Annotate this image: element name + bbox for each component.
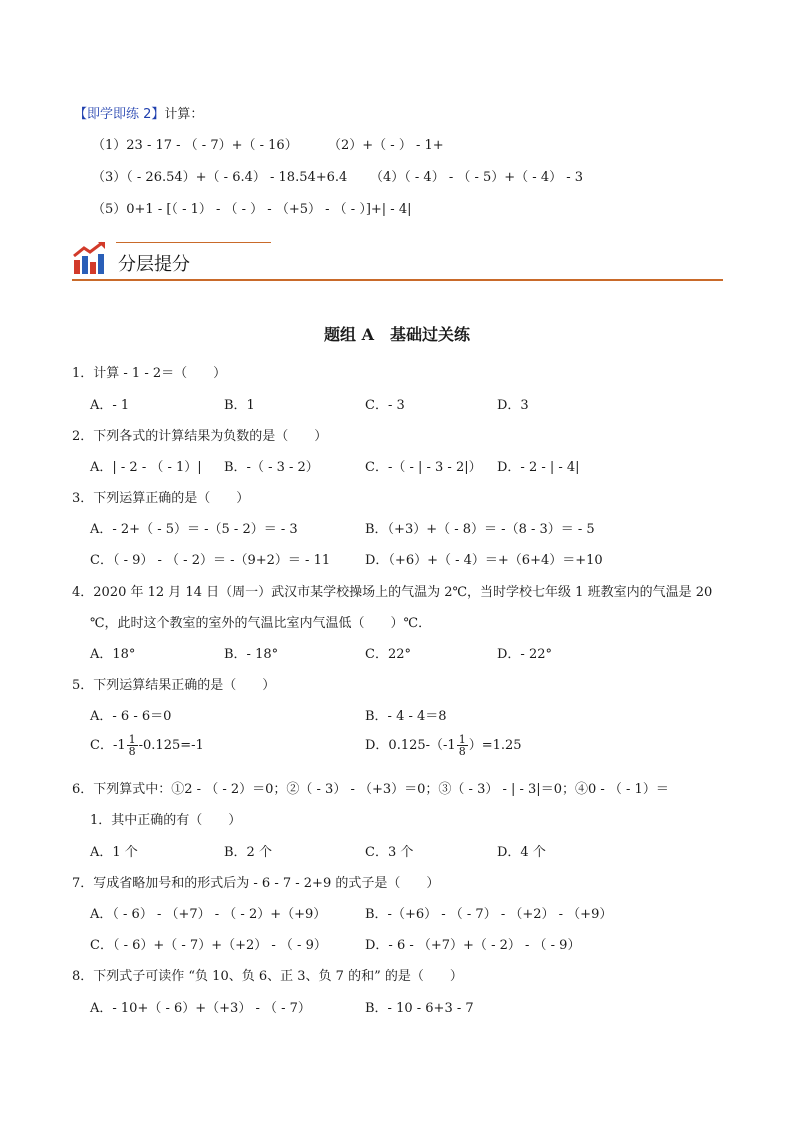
- q1-option-a: A．- 1: [90, 398, 130, 413]
- q5-option-b: B．- 4 - 4＝8: [365, 709, 447, 724]
- q1-option-d: D．3: [497, 398, 529, 413]
- question-1-stem: 1．计算 - 1 - 2＝（ ）: [72, 366, 227, 381]
- question-6-stem-line1: 6．下列算式中：①2 - （ - 2）＝0；②（ - 3） - （+3）＝0；③（ - 3） - | - 3|＝0；④0 - （ - 1）＝: [72, 782, 669, 797]
- q4-option-b: B．- 18°: [224, 647, 279, 662]
- q7-option-c: C．（ - 6）+（ - 7）+（+2） - （ - 9）: [90, 938, 327, 953]
- q5-option-a: A．- 6 - 6＝0: [90, 709, 172, 724]
- q5-c-suffix: -0.125=-1: [138, 738, 204, 753]
- banner-decor-line: [116, 242, 271, 243]
- q3-option-a: A．- 2+（ - 5）＝ -（5 - 2）＝ - 3: [90, 522, 298, 537]
- q7-option-b: B．-（+6） - （ - 7） - （+2） - （+9）: [365, 907, 613, 922]
- q2-option-c: C．-（ - | - 3 - 2|）: [365, 460, 482, 475]
- practice-item-1: （1）23 - 17 - （ - 7）+（ - 16）: [92, 138, 298, 153]
- q4-option-a: A．18°: [90, 647, 136, 662]
- q5-c-fraction: [127, 734, 138, 757]
- q5-d-suffix: ）=1.25: [468, 738, 522, 753]
- q5-d-denominator: 8: [458, 745, 466, 758]
- q2-option-d: D．- 2 - | - 4|: [497, 460, 580, 475]
- practice-item-4: （4）（ - 4） - （ - 5）+（ - 4） - 3: [370, 170, 584, 185]
- group-title: 题组 A 基础过关练: [324, 325, 470, 344]
- q1-option-c: C．- 3: [365, 398, 405, 413]
- question-5-stem: 5．下列运算结果正确的是（ ）: [72, 678, 276, 693]
- q6-option-c: C．3 个: [365, 845, 414, 860]
- q8-option-b: B．- 10 - 6+3 - 7: [365, 1001, 474, 1016]
- q3-option-c: C．（ - 9） - （ - 2）＝ -（9+2）＝ - 11: [90, 553, 331, 568]
- q5-c-numerator: 1: [128, 733, 136, 746]
- bar-chart-arrow-icon: [72, 240, 108, 276]
- practice-title-text: 计算：: [164, 107, 204, 122]
- q5-option-d: [365, 734, 522, 757]
- q4-option-d: D．- 22°: [497, 647, 552, 662]
- q2-option-b: B．-（ - 3 - 2）: [224, 460, 319, 475]
- q8-option-a: A．- 10+（ - 6）+（+3） - （ - 7）: [90, 1001, 311, 1016]
- q5-d-numerator: 1: [458, 733, 466, 746]
- practice-item-3: （3）（ - 26.54）+（ - 6.4） - 18.54+6.4: [92, 170, 348, 185]
- question-7-stem: 7．写成省略加号和的形式后为 - 6 - 7 - 2+9 的式子是（ ）: [72, 876, 440, 891]
- q5-d-prefix: D．0.125-（-1: [365, 738, 456, 753]
- practice-item-2: （2）+（ - ） - 1+: [328, 138, 444, 153]
- q4-option-c: C．22°: [365, 647, 411, 662]
- q6-option-d: D．4 个: [497, 845, 546, 860]
- banner-rule: [72, 279, 723, 281]
- practice-item-5: （5）0+1 - [（ - 1） - （ - ） - （+5） - （ - ）]+| - 4|: [92, 202, 412, 217]
- q6-option-a: A．1 个: [90, 845, 138, 860]
- question-6-stem-line2: 1．其中正确的有（ ）: [90, 813, 242, 828]
- q5-option-c: [90, 734, 204, 757]
- question-3-stem: 3．下列运算正确的是（ ）: [72, 491, 250, 506]
- question-8-stem: 8．下列式子可读作 “负 10、负 6、正 3、负 7 的和” 的是（ ）: [72, 969, 463, 984]
- q5-d-fraction: [457, 734, 468, 757]
- q3-option-b: B．（+3）+（ - 8）＝ -（8 - 3）＝ - 5: [365, 522, 595, 537]
- q3-option-d: D．（+6）+（ - 4）＝+（6+4）＝+10: [365, 553, 603, 568]
- section-label: 分层提分: [118, 254, 190, 275]
- question-2-stem: 2．下列各式的计算结果为负数的是（ ）: [72, 429, 328, 444]
- q5-c-prefix: C．-1: [90, 738, 126, 753]
- question-4-stem-line1: 4．2020 年 12 月 14 日（周一）武汉市某学校操场上的气温为 2℃，当时学校七年级 1 班教室内的气温是 20: [72, 585, 713, 600]
- q1-option-b: B．1: [224, 398, 255, 413]
- q6-option-b: B．2 个: [224, 845, 272, 860]
- question-4-stem-line2: ℃，此时这个教室的室外的气温比室内气温低（ ）℃．: [90, 616, 432, 631]
- section-banner: [72, 240, 723, 282]
- practice-tag: 【即学即练 2】: [74, 107, 165, 122]
- q7-option-a: A．（ - 6） - （+7） - （ - 2）+（+9）: [90, 907, 327, 922]
- practice-heading: [74, 103, 203, 122]
- q2-option-a: A．| - 2 - （ - 1）|: [90, 460, 202, 475]
- q7-option-d: D．- 6 - （+7）+（ - 2） - （ - 9）: [365, 938, 581, 953]
- q5-c-denominator: 8: [128, 745, 136, 758]
